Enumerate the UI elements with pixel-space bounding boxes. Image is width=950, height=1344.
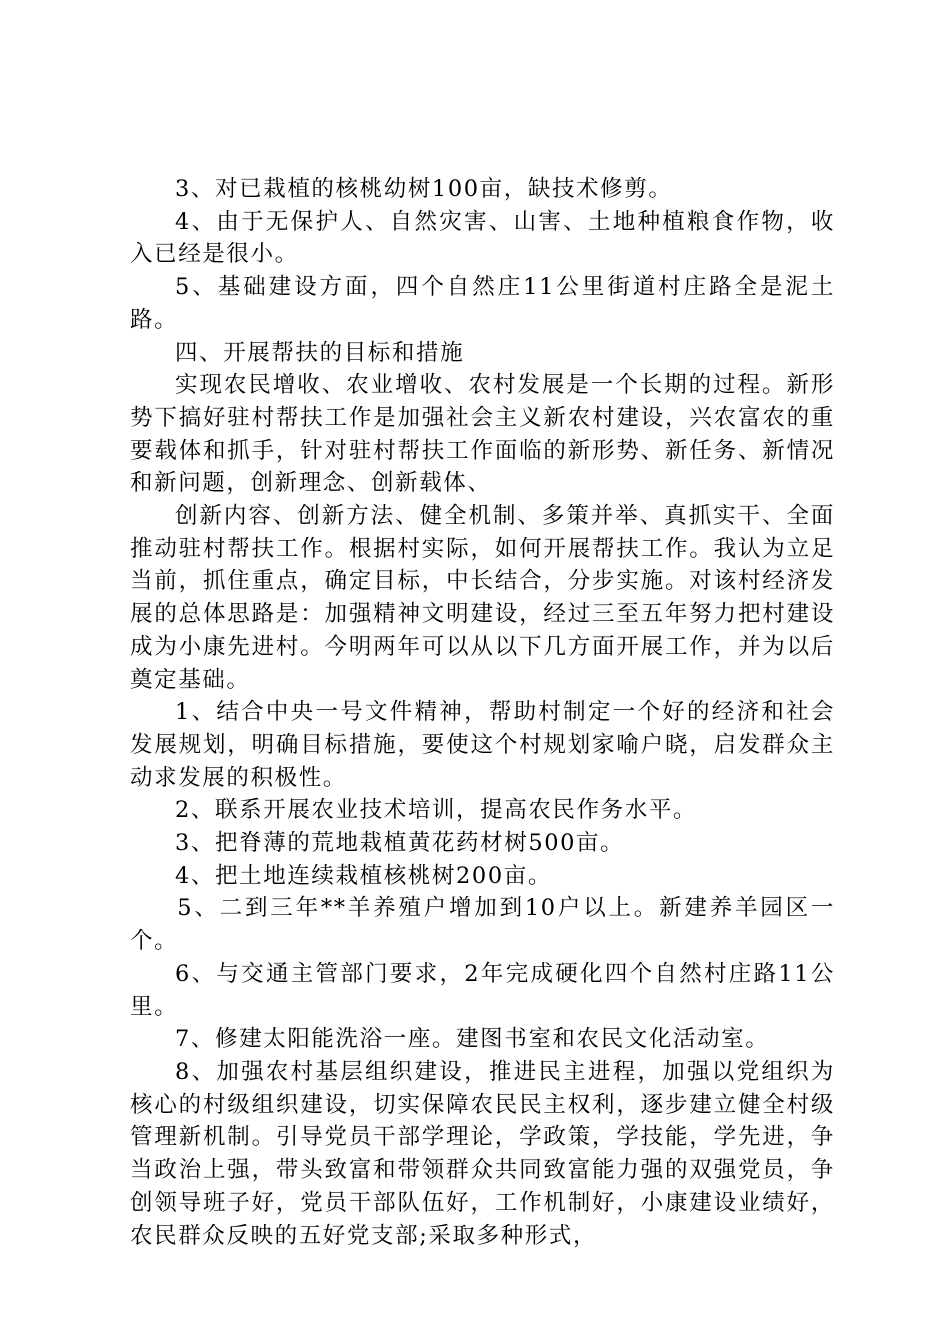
document-page: [130, 173, 835, 1252]
paragraph-walnut-pruning: 3、对已栽植的核桃幼树100亩，缺技术修剪。: [175, 176, 673, 202]
list-item-sheep: 5、二到三年**羊养殖户增加到10户以上。新建养羊园区一个。: [130, 895, 835, 955]
paragraph-overall-approach: 创新内容、创新方法、健全机制、多策并举、真抓实干、全面推动驻村帮扶工作。根据村实际，如何开展帮扶工作。我认为立足当前，抓住重点，确定目标，中长结合，分步实施。对该村经济发展的总体思路是：加强精神文明建设，经过三至五年努力把村建设成为小康先进村。今明两年可以从以下几方面开展工作，并为以后奠定基础。: [130, 503, 835, 693]
paragraph-low-income: 4、由于无保护人、自然灾害、山害、土地种植粮食作物，收入已经是很小。: [130, 208, 835, 268]
paragraph-intro: 实现农民增收、农业增收、农村发展是一个长期的过程。新形势下搞好驻村帮扶工作是加强社会主义新农村建设，兴农富农的重要载体和抓手，针对驻村帮扶工作面临的新形势、新任务、新情况和新问题，创新理念、创新载体、: [130, 372, 835, 497]
list-item-herbs: 3、把脊薄的荒地栽植黄花药材树500亩。: [175, 830, 625, 857]
list-item-party-building: 8、加强农村基层组织建设，推进民主进程，加强以党组织为核心的村级组织建设，切实保障农民民主权利，逐步建立健全村级管理新机制。引导党员干部学理论，学政策，学技能，学先进，争当政治上强，带头致富和带领群众共同致富能力强的双强党员，争创领导班子好，党员干部队伍好，工作机制好，小康建设业绩好，农民群众反映的五好党支部;采取多种形式，: [130, 1058, 835, 1249]
list-item-roads: 6、与交通主管部门要求，2年完成硬化四个自然村庄路11公里。: [130, 960, 835, 1020]
section-heading-goals-measures: 四、开展帮扶的目标和措施: [175, 339, 465, 366]
list-item-plan: 1、结合中央一号文件精神，帮助村制定一个好的经济和社会发展规划，明确目标措施，要使这个村规划家喻户晓，启发群众主动求发展的积极性。: [130, 699, 835, 791]
list-item-walnut: 4、把土地连续栽植核桃树200亩。: [175, 862, 552, 889]
list-item-training: 2、联系开展农业技术培训，提高农民作务水平。: [175, 797, 698, 824]
list-item-facilities: 7、修建太阳能洗浴一座。建图书室和农民文化活动室。: [175, 1026, 770, 1053]
paragraph-infrastructure: 5、基础建设方面，四个自然庄11公里街道村庄路全是泥土路。: [130, 274, 835, 333]
